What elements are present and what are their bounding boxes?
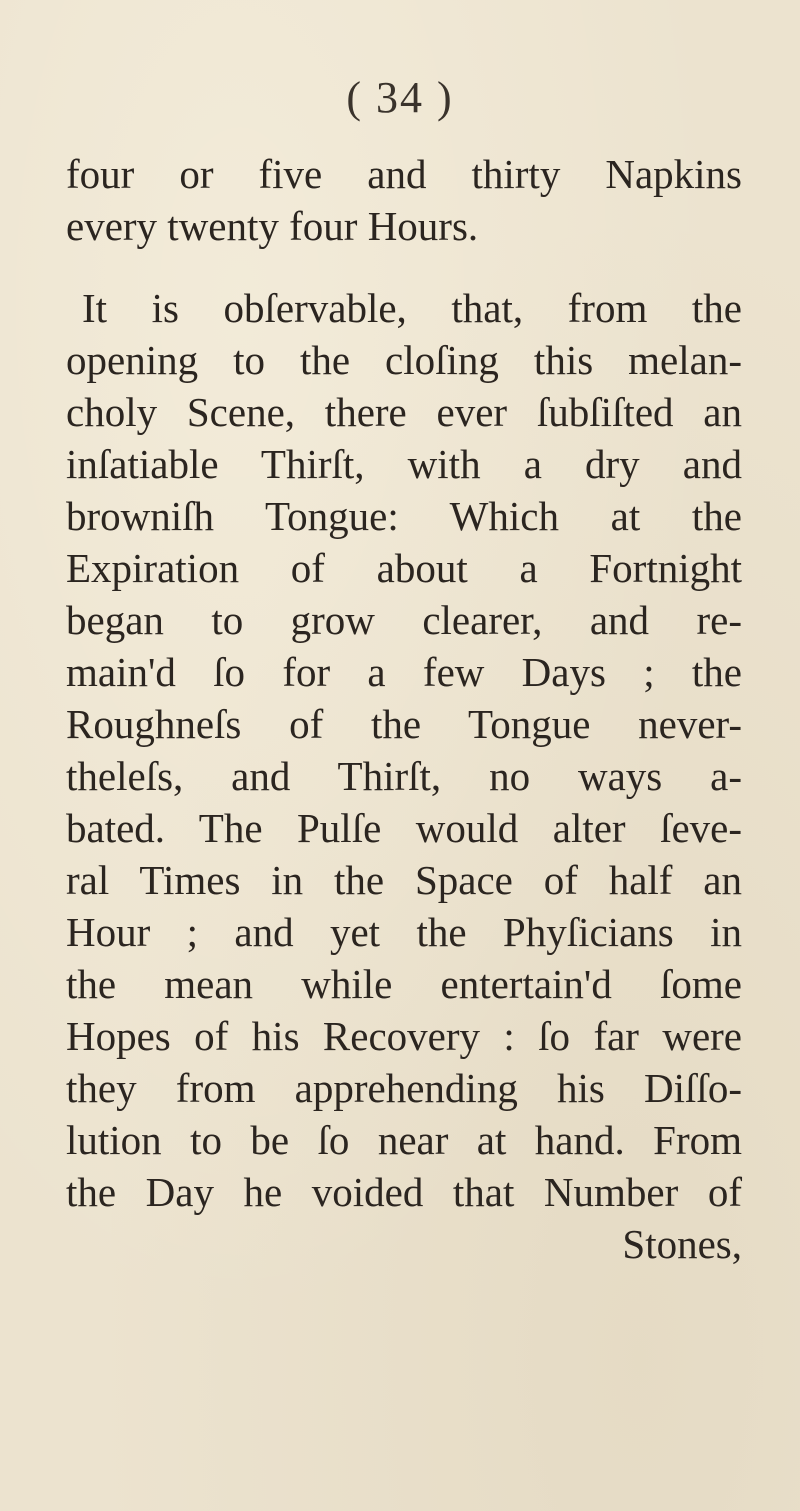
text-line: main'd ſo for a few Days ; the bbox=[66, 649, 742, 695]
text-line: theleſs, and Thirſt, no ways a- bbox=[66, 753, 742, 799]
text-line: bated. The Pulſe would alter ſeve- bbox=[66, 805, 742, 851]
text-line: Expiration of about a Fortnight bbox=[66, 545, 742, 591]
text-line: they from apprehending his Diſſo- bbox=[66, 1065, 742, 1111]
text-line: Hopes of his Recovery : ſo far were bbox=[66, 1013, 742, 1059]
paragraph-opening-line: It is obſervable, that, from the bbox=[82, 285, 742, 331]
paragraph-gap bbox=[66, 252, 742, 282]
text-line: began to grow clearer, and re- bbox=[66, 597, 742, 643]
text-line: opening to the cloſing this melan- bbox=[66, 337, 742, 383]
page-number: ( 34 ) bbox=[346, 73, 454, 122]
text-line: four or five and thirty Napkins bbox=[66, 151, 742, 197]
text-line: choly Scene, there ever ſubſiſted an bbox=[66, 389, 742, 435]
catchword: Stones, bbox=[622, 1221, 742, 1267]
text-line: the mean while entertain'd ſome bbox=[66, 961, 742, 1007]
text-line: ral Times in the Space of half an bbox=[66, 857, 742, 903]
text-line: the Day he voided that Number of bbox=[66, 1169, 742, 1215]
body-text bbox=[66, 148, 742, 1270]
text-line: every twenty four Hours. bbox=[66, 203, 479, 249]
text-line: browniſh Tongue: Which at the bbox=[66, 493, 742, 539]
text-line: Hour ; and yet the Phyſicians in bbox=[66, 909, 742, 955]
text-line: Roughneſs of the Tongue never- bbox=[66, 701, 742, 747]
text-line: lution to be ſo near at hand. From bbox=[66, 1117, 742, 1163]
text-line: inſatiable Thirſt, with a dry and bbox=[66, 441, 742, 487]
